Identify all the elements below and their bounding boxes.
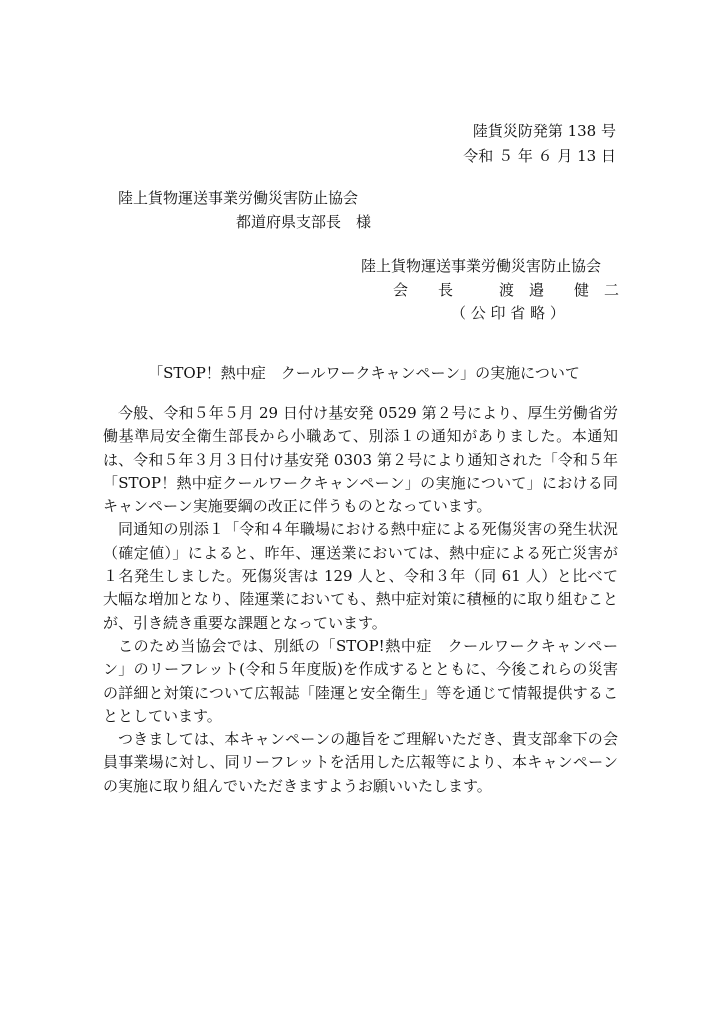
- sender-organization: 陸上貨物運送事業労働災害防止協会: [361, 257, 602, 275]
- body-paragraph: 今般、令和５年５月 29 日付け基安発 0529 第２号により、厚生労働省労働基準局安全衛生部長から小職あて、別添１の通知がありました。本通知は、令和５年３月３日付け基安発 0303 第２号により通知された「令和５年「STOP！熱中症クールワークキャンペーン」の実施について」における同キャンペーン実施要綱の改正に伴うものとなっています。: [103, 404, 618, 516]
- sender-position: 会 長: [393, 281, 454, 299]
- body-paragraph: 同通知の別添１「令和４年職場における熱中症による死傷災害の発生状況（確定値）」によると、昨年、運送業においては、熱中症による死亡災害が１名発生しました。死傷災害は 129 人と、令和３年（同 61 人）と比べて大幅な増加となり、陸運業においても、熱中症対策に積極的に取り組むことが、引き続き重要な課題となっています。: [103, 520, 618, 632]
- sender-name: 渡 邉 健 二: [499, 281, 620, 299]
- recipient-organization: 陸上貨物運送事業労働災害防止協会: [118, 189, 359, 207]
- document-title: 「STOP！熱中症 クールワークキャンペーン」の実施について: [148, 364, 580, 382]
- sender-signature-line: [393, 280, 619, 300]
- document-body: [103, 402, 618, 798]
- body-paragraph: このため当協会では、別紙の「STOP!熱中症 クールワークキャンペーン」のリーフレット(令和５年度版)を作成するとともに、今後これらの災害の詳細と対策について広報誌「陸運と安全衛生」等を通じて情報提供することとしています。: [103, 636, 618, 725]
- recipient-title: 都道府県支部長 様: [236, 213, 372, 231]
- seal-omitted-note: （ 公 印 省 略 ）: [451, 304, 565, 322]
- document-date: 令和 ５ 年 ６ 月 13 日: [463, 147, 616, 165]
- document-number: 陸貨災防発第 138 号: [472, 122, 616, 140]
- body-paragraph: つきましては、本キャンペーンの趣旨をご理解いただき、貴支部傘下の会員事業場に対し、同リーフレットを活用した広報等により、本キャンペーンの実施に取り組んでいただきますようお願いいたします。: [103, 730, 618, 795]
